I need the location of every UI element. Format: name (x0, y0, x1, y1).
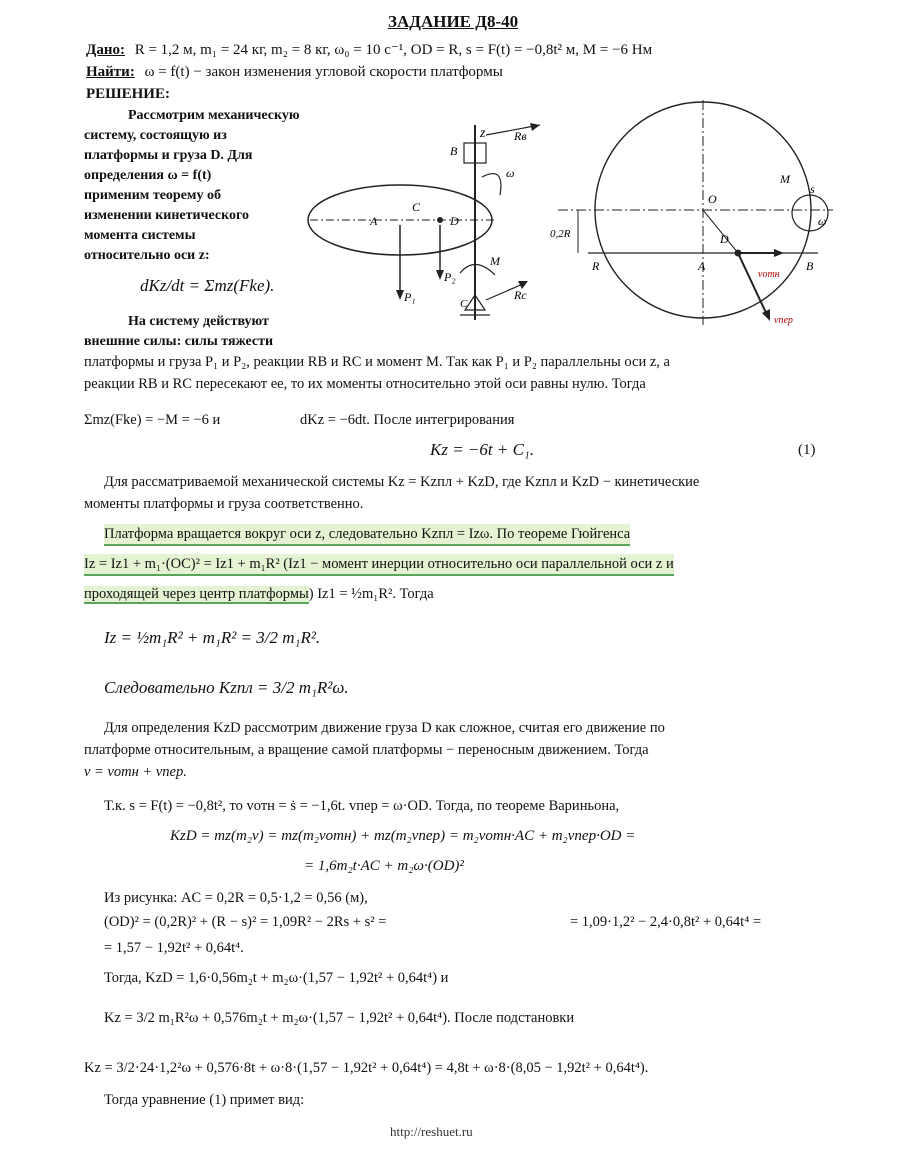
huygens-line-3 (84, 584, 434, 604)
fig-label-dim: 0,2R (550, 228, 571, 240)
equation-1-number: (1) (798, 442, 816, 458)
fig-label-vrel: vотн (758, 269, 780, 280)
fig-label-omega: ω (506, 166, 515, 180)
fig-label-d: D (450, 214, 459, 228)
fig-label-rc: Rc (514, 288, 527, 302)
given-label: Дано: (86, 42, 125, 58)
fig-label-m: M (490, 254, 500, 268)
fig-label-d-top: D (720, 232, 729, 246)
huygens-line-1: Платформа вращается вокруг оси z, следовательно Kzпл = Izω. По теореме Гюйгенса (104, 524, 630, 546)
body-line-4: Для рассматриваемой механической системы Kz = Kzпл + KzD, где Kzпл и KzD − кинетические (104, 474, 700, 490)
find-text: ω = f(t) − закон изменения угловой скорости платформы (144, 64, 503, 80)
intro-line: применим теорему об (84, 188, 221, 203)
fig-label-p2: P₂ (444, 270, 456, 284)
fig-label-c: C (412, 200, 421, 214)
body-line-13: Из рисунка: AC = 0,2R = 0,5·1,2 = 0,56 (м), (104, 890, 368, 906)
fig-label-m-top: M (780, 172, 790, 186)
body-line-11: v = vотн + vпер. (84, 764, 187, 780)
equation-varignon-1: KzD = mz(m₂v) = mz(m₂vотн) + mz(m₂vпер) = m₂vотн·AC + m₂vпер·OD = (170, 828, 636, 844)
fig-label-rb: Rв (514, 129, 527, 143)
body-line-17: Kz = 3/2 m₁R²ω + 0,576m₂t + m₂ω·(1,57 − 1,92t² + 0,64t⁴). После подстановки (104, 1010, 575, 1026)
intro-line: относительно оси z: (84, 248, 210, 263)
intro-line: изменении кинетического (84, 208, 249, 223)
equation-kpl: Следовательно Kzпл = 3/2 m₁R²ω. (104, 678, 349, 697)
fig-label-p1: P₁ (404, 290, 416, 304)
intro-line: Рассмотрим механическую (128, 108, 300, 123)
footer-url[interactable]: http://reshuet.ru (390, 1124, 473, 1139)
given-text: R = 1,2 м, m₁ = 24 кг, m₂ = 8 кг, ω₀ = 10 с⁻¹, OD = R, s = F(t) = −0,8t² м, M = −6 Нм (134, 42, 653, 58)
find-line (86, 62, 503, 82)
fig-label-vper: vпер (774, 315, 793, 326)
body-line-14-left: (OD)² = (0,2R)² + (R − s)² = 1,09R² − 2Rs + s² = (104, 914, 387, 930)
fig-label-b: B (450, 144, 458, 158)
fig-label-a: A (370, 214, 378, 228)
fig-label-z: z (480, 126, 486, 141)
page-title: ЗАДАНИЕ Д8-40 (388, 12, 519, 31)
intro-line: платформы и груза D. Для (84, 148, 253, 163)
body-line-10: платформе относительным, а вращение самой платформы − переносным движением. Тогда (84, 742, 649, 758)
fig-label-omega-top: ω (818, 214, 827, 228)
solution-label: РЕШЕНИЕ: (86, 86, 170, 102)
given-line (86, 40, 652, 60)
body-line-2: реакции RB и RC пересекают ее, то их моменты относительно этой оси равны нулю. Тогда (84, 376, 646, 392)
intro-line: определения ω = f(t) (84, 168, 212, 183)
body-line-3-right: dKz = −6dt. После интегрирования (300, 412, 515, 428)
intro-line: систему, состоящую из (84, 128, 227, 143)
huygens-line-3-rest: ) Iz1 = ½m₁R². Тогда (308, 586, 434, 602)
body-line-19: Тогда уравнение (1) примет вид: (104, 1092, 305, 1108)
forces-line-1: На систему действуют (128, 314, 269, 329)
huygens-line-3-hl: проходящей через центр платформы (84, 586, 309, 602)
huygens-line-2: Iz = Iz1 + m₁·(OC)² = Iz1 + m₁R² (Iz1 − момент инерции относительно оси параллельной оси z и (84, 554, 674, 576)
body-line-5: моменты платформы и груза соответственно. (84, 496, 364, 512)
equation-iz: Iz = ½m₁R² + m₁R² = 3/2 m₁R². (104, 628, 321, 647)
fig-label-c-bearing: C (460, 298, 468, 310)
fig-label-a-top: A (698, 259, 706, 273)
equation-1: Kz = −6t + C₁. (430, 440, 535, 459)
body-line-12: Т.к. s = F(t) = −0,8t², то vотн = ṡ = −1,6t. vпер = ω·OD. Тогда, по теореме Вариньона, (104, 798, 620, 814)
intro-line: момента системы (84, 228, 196, 243)
fig-label-o: O (708, 192, 717, 206)
equation-varignon-2: = 1,6m₂t·AC + m₂ω·(OD)² (304, 858, 464, 874)
body-line-18: Kz = 3/2·24·1,2²ω + 0,576·8t + ω·8·(1,57 − 1,92t² + 0,64t⁴) = 4,8t + ω·8·(8,05 − 1,92t² + 0,64t⁴). (84, 1060, 649, 1076)
fig-label-r: R (592, 259, 600, 273)
forces-line-2: внешние силы: силы тяжести (84, 334, 274, 349)
figure-side-view (300, 115, 540, 335)
body-line-9: Для определения KzD рассмотрим движение груза D как сложное, считая его движение по (104, 720, 665, 736)
find-label: Найти: (86, 64, 135, 80)
fig-label-b-top: B (806, 259, 814, 273)
body-line-3-left: Σmz(Fke) = −M = −6 и (84, 412, 221, 428)
fig-label-s: s (810, 182, 815, 196)
body-line-15: = 1,57 − 1,92t² + 0,64t⁴. (104, 940, 244, 956)
body-line-14-right: = 1,09·1,2² − 2,4·0,8t² + 0,64t⁴ = (570, 914, 762, 930)
body-line-1: платформы и груза P₁ и P₂, реакции RB и RC и момент M. Так как P₁ и P₂ параллельны оси z, а (84, 354, 670, 370)
body-line-16: Тогда, KzD = 1,6·0,56m₂t + m₂ω·(1,57 − 1,92t² + 0,64t⁴) и (104, 970, 449, 986)
figure-top-view (548, 95, 838, 335)
momentum-theorem-formula: dKz/dt = Σmz(Fke). (140, 276, 275, 295)
